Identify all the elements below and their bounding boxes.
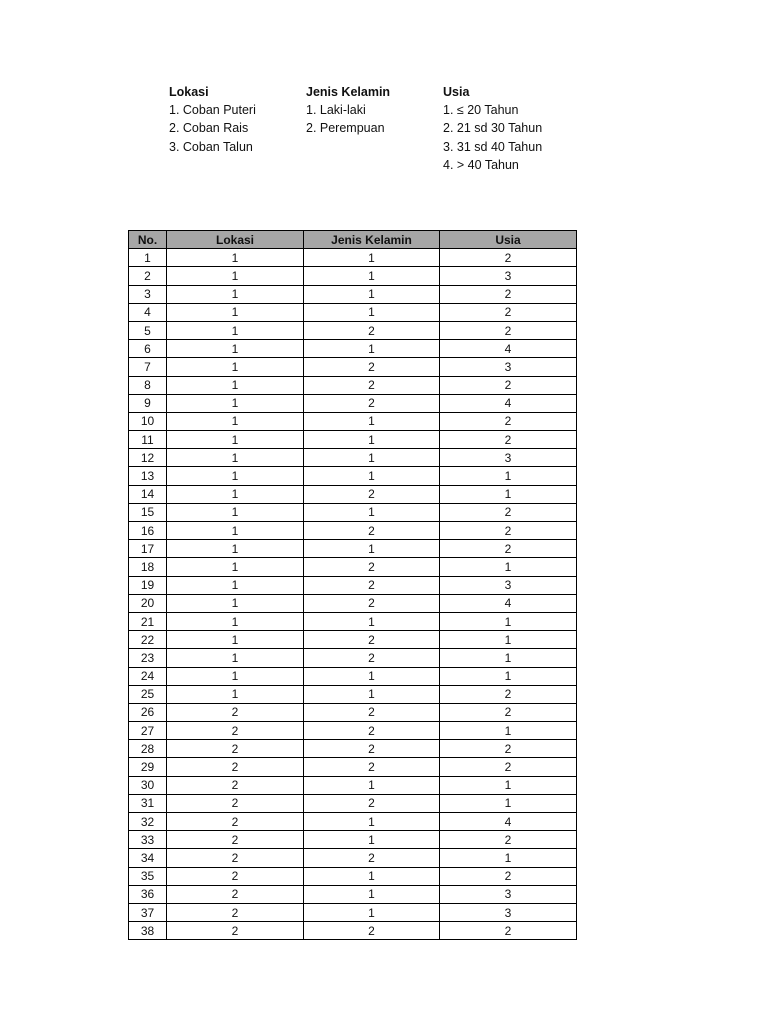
legend-lokasi-item: 2. Coban Rais — [169, 121, 249, 136]
legend-usia-item: 1. ≤ 20 Tahun — [443, 103, 519, 118]
cell-lokasi: 1 — [167, 394, 304, 412]
cell-no: 10 — [129, 412, 167, 430]
cell-lokasi: 1 — [167, 412, 304, 430]
cell-usia: 1 — [440, 722, 577, 740]
cell-lokasi: 1 — [167, 685, 304, 703]
cell-jenis-kelamin: 1 — [304, 885, 440, 903]
cell-usia: 1 — [440, 649, 577, 667]
cell-usia: 4 — [440, 340, 577, 358]
table-row — [129, 394, 577, 412]
cell-jenis-kelamin: 1 — [304, 903, 440, 921]
table-row — [129, 885, 577, 903]
table-row — [129, 576, 577, 594]
table-row — [129, 321, 577, 339]
cell-usia: 4 — [440, 594, 577, 612]
cell-jenis-kelamin: 2 — [304, 358, 440, 376]
cell-no: 36 — [129, 885, 167, 903]
table-row — [129, 649, 577, 667]
table-row — [129, 594, 577, 612]
cell-jenis-kelamin: 1 — [304, 503, 440, 521]
cell-jenis-kelamin: 2 — [304, 722, 440, 740]
table-row — [129, 540, 577, 558]
cell-no: 17 — [129, 540, 167, 558]
cell-usia: 2 — [440, 685, 577, 703]
cell-usia: 1 — [440, 849, 577, 867]
cell-lokasi: 2 — [167, 922, 304, 940]
cell-no: 25 — [129, 685, 167, 703]
cell-no: 28 — [129, 740, 167, 758]
cell-jenis-kelamin: 1 — [304, 813, 440, 831]
table-row — [129, 922, 577, 940]
table-row — [129, 376, 577, 394]
cell-lokasi: 1 — [167, 667, 304, 685]
cell-usia: 1 — [440, 612, 577, 630]
cell-lokasi: 2 — [167, 740, 304, 758]
table-row — [129, 813, 577, 831]
cell-no: 23 — [129, 649, 167, 667]
legend-usia-item: 4. > 40 Tahun — [443, 157, 519, 172]
cell-jenis-kelamin: 2 — [304, 594, 440, 612]
cell-jenis-kelamin: 2 — [304, 631, 440, 649]
cell-jenis-kelamin: 1 — [304, 831, 440, 849]
table-row — [129, 522, 577, 540]
cell-usia: 3 — [440, 885, 577, 903]
cell-jenis-kelamin: 2 — [304, 703, 440, 721]
table-row — [129, 776, 577, 794]
table-row — [129, 285, 577, 303]
cell-usia: 2 — [440, 412, 577, 430]
cell-lokasi: 1 — [167, 431, 304, 449]
cell-jenis-kelamin: 1 — [304, 412, 440, 430]
cell-no: 16 — [129, 522, 167, 540]
table-row — [129, 558, 577, 576]
cell-lokasi: 1 — [167, 612, 304, 630]
cell-lokasi: 2 — [167, 867, 304, 885]
cell-lokasi: 1 — [167, 594, 304, 612]
cell-no: 12 — [129, 449, 167, 467]
cell-no: 5 — [129, 321, 167, 339]
header-usia: Usia — [440, 231, 577, 249]
cell-no: 2 — [129, 267, 167, 285]
cell-jenis-kelamin: 2 — [304, 740, 440, 758]
cell-no: 9 — [129, 394, 167, 412]
cell-no: 1 — [129, 249, 167, 267]
table-row — [129, 449, 577, 467]
cell-usia: 2 — [440, 758, 577, 776]
cell-jenis-kelamin: 1 — [304, 431, 440, 449]
cell-jenis-kelamin: 1 — [304, 612, 440, 630]
cell-jenis-kelamin: 1 — [304, 303, 440, 321]
legend-jenis-kelamin-item: 2. Perempuan — [306, 121, 385, 136]
cell-lokasi: 1 — [167, 358, 304, 376]
cell-lokasi: 1 — [167, 285, 304, 303]
table-row — [129, 631, 577, 649]
cell-usia: 1 — [440, 558, 577, 576]
cell-usia: 2 — [440, 321, 577, 339]
cell-jenis-kelamin: 2 — [304, 649, 440, 667]
table-row — [129, 612, 577, 630]
table-row — [129, 485, 577, 503]
legend-usia-item: 2. 21 sd 30 Tahun — [443, 121, 543, 136]
cell-jenis-kelamin: 2 — [304, 794, 440, 812]
cell-no: 27 — [129, 722, 167, 740]
legend-jenis-kelamin-title: Jenis Kelamin — [306, 85, 391, 99]
cell-no: 30 — [129, 776, 167, 794]
cell-jenis-kelamin: 2 — [304, 922, 440, 940]
cell-lokasi: 1 — [167, 376, 304, 394]
cell-usia: 2 — [440, 522, 577, 540]
cell-jenis-kelamin: 2 — [304, 849, 440, 867]
table-row — [129, 267, 577, 285]
cell-no: 6 — [129, 340, 167, 358]
cell-usia: 4 — [440, 394, 577, 412]
cell-lokasi: 1 — [167, 558, 304, 576]
cell-lokasi: 1 — [167, 522, 304, 540]
cell-usia: 1 — [440, 667, 577, 685]
cell-usia: 2 — [440, 740, 577, 758]
cell-lokasi: 2 — [167, 794, 304, 812]
cell-no: 7 — [129, 358, 167, 376]
legend-jenis-kelamin — [306, 83, 446, 138]
cell-usia: 1 — [440, 631, 577, 649]
legend-lokasi-title: Lokasi — [169, 85, 209, 99]
cell-usia: 4 — [440, 813, 577, 831]
cell-jenis-kelamin: 1 — [304, 867, 440, 885]
cell-usia: 2 — [440, 540, 577, 558]
cell-jenis-kelamin: 2 — [304, 758, 440, 776]
cell-lokasi: 1 — [167, 303, 304, 321]
table-row — [129, 249, 577, 267]
cell-lokasi: 1 — [167, 321, 304, 339]
cell-lokasi: 1 — [167, 340, 304, 358]
cell-no: 22 — [129, 631, 167, 649]
table-row — [129, 358, 577, 376]
table-row — [129, 685, 577, 703]
cell-no: 35 — [129, 867, 167, 885]
header-no: No. — [129, 231, 167, 249]
cell-usia: 3 — [440, 449, 577, 467]
cell-jenis-kelamin: 1 — [304, 540, 440, 558]
header-lokasi: Lokasi — [167, 231, 304, 249]
cell-jenis-kelamin: 2 — [304, 394, 440, 412]
table-row — [129, 849, 577, 867]
cell-usia: 3 — [440, 903, 577, 921]
cell-jenis-kelamin: 2 — [304, 485, 440, 503]
legend-usia-title: Usia — [443, 85, 470, 99]
cell-jenis-kelamin: 1 — [304, 249, 440, 267]
cell-usia: 3 — [440, 576, 577, 594]
cell-no: 15 — [129, 503, 167, 521]
table-row — [129, 412, 577, 430]
legend-usia-item: 3. 31 sd 40 Tahun — [443, 139, 543, 154]
cell-usia: 2 — [440, 703, 577, 721]
cell-jenis-kelamin: 2 — [304, 558, 440, 576]
cell-usia: 1 — [440, 467, 577, 485]
cell-no: 4 — [129, 303, 167, 321]
table-row — [129, 667, 577, 685]
cell-no: 37 — [129, 903, 167, 921]
cell-no: 13 — [129, 467, 167, 485]
cell-no: 33 — [129, 831, 167, 849]
legend-usia — [443, 83, 583, 174]
cell-no: 32 — [129, 813, 167, 831]
data-table — [128, 230, 577, 940]
legend-lokasi-item: 1. Coban Puteri — [169, 103, 256, 118]
cell-usia: 2 — [440, 249, 577, 267]
cell-lokasi: 2 — [167, 776, 304, 794]
cell-no: 3 — [129, 285, 167, 303]
cell-jenis-kelamin: 2 — [304, 522, 440, 540]
cell-lokasi: 1 — [167, 649, 304, 667]
cell-lokasi: 2 — [167, 849, 304, 867]
cell-lokasi: 1 — [167, 631, 304, 649]
cell-jenis-kelamin: 2 — [304, 576, 440, 594]
cell-usia: 1 — [440, 485, 577, 503]
cell-jenis-kelamin: 2 — [304, 376, 440, 394]
cell-no: 29 — [129, 758, 167, 776]
cell-no: 38 — [129, 922, 167, 940]
cell-usia: 2 — [440, 376, 577, 394]
cell-no: 18 — [129, 558, 167, 576]
cell-lokasi: 1 — [167, 485, 304, 503]
cell-jenis-kelamin: 2 — [304, 321, 440, 339]
cell-no: 31 — [129, 794, 167, 812]
cell-usia: 2 — [440, 431, 577, 449]
cell-lokasi: 1 — [167, 467, 304, 485]
cell-jenis-kelamin: 1 — [304, 267, 440, 285]
legend-lokasi-item: 3. Coban Talun — [169, 139, 253, 154]
cell-usia: 3 — [440, 267, 577, 285]
header-jenis-kelamin: Jenis Kelamin — [304, 231, 440, 249]
table-row — [129, 340, 577, 358]
cell-jenis-kelamin: 1 — [304, 467, 440, 485]
cell-lokasi: 2 — [167, 703, 304, 721]
cell-jenis-kelamin: 1 — [304, 285, 440, 303]
table-row — [129, 503, 577, 521]
legend-jenis-kelamin-item: 1. Laki-laki — [306, 103, 366, 118]
cell-jenis-kelamin: 1 — [304, 340, 440, 358]
cell-no: 24 — [129, 667, 167, 685]
cell-lokasi: 2 — [167, 903, 304, 921]
cell-usia: 2 — [440, 922, 577, 940]
cell-lokasi: 1 — [167, 249, 304, 267]
cell-jenis-kelamin: 1 — [304, 685, 440, 703]
cell-no: 8 — [129, 376, 167, 394]
cell-jenis-kelamin: 1 — [304, 667, 440, 685]
table-row — [129, 794, 577, 812]
cell-lokasi: 2 — [167, 831, 304, 849]
cell-lokasi: 1 — [167, 267, 304, 285]
table-row — [129, 831, 577, 849]
cell-jenis-kelamin: 1 — [304, 776, 440, 794]
cell-lokasi: 2 — [167, 722, 304, 740]
table-header-row — [129, 231, 577, 249]
cell-lokasi: 1 — [167, 503, 304, 521]
cell-lokasi: 1 — [167, 576, 304, 594]
legend-lokasi — [169, 83, 309, 156]
cell-usia: 3 — [440, 358, 577, 376]
cell-lokasi: 1 — [167, 449, 304, 467]
cell-lokasi: 2 — [167, 813, 304, 831]
table-row — [129, 867, 577, 885]
table-row — [129, 431, 577, 449]
cell-no: 26 — [129, 703, 167, 721]
cell-usia: 1 — [440, 776, 577, 794]
table-row — [129, 758, 577, 776]
cell-usia: 2 — [440, 867, 577, 885]
cell-no: 19 — [129, 576, 167, 594]
table-row — [129, 467, 577, 485]
cell-no: 11 — [129, 431, 167, 449]
cell-no: 34 — [129, 849, 167, 867]
cell-no: 21 — [129, 612, 167, 630]
cell-usia: 2 — [440, 285, 577, 303]
cell-no: 20 — [129, 594, 167, 612]
table-body — [129, 249, 577, 940]
table-row — [129, 303, 577, 321]
table-row — [129, 722, 577, 740]
cell-lokasi: 2 — [167, 758, 304, 776]
cell-usia: 1 — [440, 794, 577, 812]
table-row — [129, 740, 577, 758]
cell-usia: 2 — [440, 831, 577, 849]
cell-usia: 2 — [440, 303, 577, 321]
cell-lokasi: 1 — [167, 540, 304, 558]
cell-jenis-kelamin: 1 — [304, 449, 440, 467]
table-row — [129, 903, 577, 921]
table-row — [129, 703, 577, 721]
cell-lokasi: 2 — [167, 885, 304, 903]
cell-usia: 2 — [440, 503, 577, 521]
cell-no: 14 — [129, 485, 167, 503]
